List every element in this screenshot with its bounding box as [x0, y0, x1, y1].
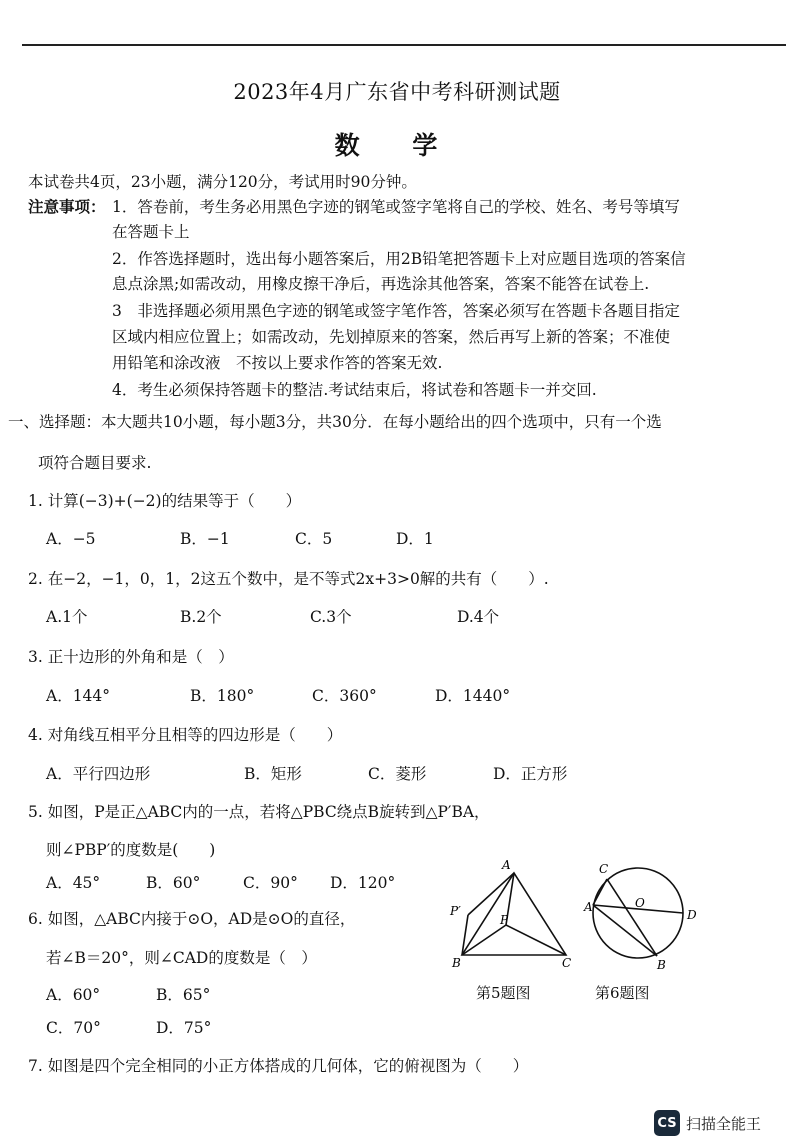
fig6-label-d: D	[687, 908, 697, 922]
q4-option-c: C．菱形	[368, 765, 427, 783]
note-4: 4．考生必须保持答题卡的整洁.考试结束后，将试卷和答题卡一并交回.	[112, 381, 597, 399]
note-1-line-1: 1．答卷前，考生务必用黑色字迹的钢笔或签字笔将自己的学校、姓名、考号等填写	[112, 198, 680, 216]
section-1-header: 一、选择题：本大题共10小题，每小题3分，共30分．在每小题给出的四个选项中，只有一个选	[8, 413, 662, 431]
note-1-line-2: 在答题卡上	[112, 223, 190, 241]
fig6-label-b: B	[657, 958, 666, 972]
q6-stem-1: 6. 如图，△ABC内接于⊙O，AD是⊙O的直径，	[28, 910, 356, 928]
fig6-label-a: A	[584, 900, 593, 914]
fig5-label-a: A	[502, 858, 511, 872]
fig6-chord-ab	[593, 905, 657, 956]
q3-option-c: C．360°	[312, 687, 377, 705]
figure-6	[585, 855, 715, 980]
fig6-label-o: O	[635, 896, 645, 910]
note-2-line-1: 2．作答选择题时，选出每小题答案后，用2B铅笔把答题卡上对应题目选项的答案信	[112, 250, 686, 268]
scanner-watermark-text: 扫描全能王	[686, 1114, 762, 1133]
section-1-header-cont: 项符合题目要求.	[38, 454, 152, 472]
notes-label: 注意事项：	[28, 197, 106, 216]
exam-title: 2023年4月广东省中考科研测试题	[233, 80, 561, 104]
q4-option-a: A．平行四边形	[46, 765, 151, 783]
q6-option-b: B．65°	[156, 986, 211, 1004]
q1-option-d: D．1	[396, 530, 434, 548]
figure-5	[440, 855, 590, 980]
fig5-label-c: C	[562, 956, 572, 970]
scanner-watermark	[654, 1110, 761, 1136]
q3-stem: 3. 正十边形的外角和是（ ）	[28, 648, 234, 666]
q5-option-a: A．45°	[46, 874, 101, 892]
q6-stem-2: 若∠B＝20°，则∠CAD的度数是（ ）	[46, 949, 317, 967]
fig6-chord-cb	[607, 879, 657, 956]
q5-stem-2: 则∠PBP′的度数是( )	[46, 841, 216, 859]
q2-option-b: B.2个	[180, 608, 222, 626]
q5-option-c: C．90°	[243, 874, 298, 892]
q6-option-a: A．60°	[46, 986, 101, 1004]
note-3-line-1: 3 非选择题必须用黑色字迹的钢笔或签字笔作答，答案必须写在答题卡各题目指定	[112, 302, 680, 320]
q2-stem: 2. 在−2，−1，0，1，2这五个数中，是不等式2x+3>0解的共有（ ）.	[28, 570, 549, 588]
q4-stem: 4. 对角线互相平分且相等的四边形是（ ）	[28, 726, 343, 744]
q5-option-d: D．120°	[330, 874, 396, 892]
note-2-line-2: 息点涂黑;如需改动，用橡皮擦干净后，再选涂其他答案，答案不能答在试卷上.	[112, 275, 650, 293]
fig5-segment-bp	[462, 925, 506, 955]
q4-option-d: D．正方形	[493, 765, 568, 783]
fig6-label-c: C	[599, 862, 609, 876]
q2-option-d: D.4个	[457, 608, 500, 626]
q1-option-b: B．−1	[180, 530, 230, 548]
q6-option-d: D．75°	[156, 1019, 212, 1037]
q1-stem: 1. 计算(−3)+(−2)的结果等于（ ）	[28, 492, 302, 510]
top-rule	[22, 44, 786, 46]
figure-6-caption: 第6题图	[595, 984, 650, 1002]
fig6-chord-ac	[593, 879, 607, 905]
note-3-line-2: 区域内相应位置上；如需改动，先划掉原来的答案，然后再写上新的答案；不准使	[112, 328, 671, 346]
q3-option-b: B．180°	[190, 687, 255, 705]
exam-subject: 数 学	[334, 131, 460, 160]
q5-option-b: B．60°	[146, 874, 201, 892]
q1-option-a: A．−5	[46, 530, 96, 548]
fig5-label-b: B	[452, 956, 461, 970]
figure-5-caption: 第5题图	[476, 984, 531, 1002]
q2-option-c: C.3个	[310, 608, 352, 626]
q2-option-a: A.1个	[46, 608, 88, 626]
q3-option-d: D．1440°	[435, 687, 511, 705]
q6-option-c: C．70°	[46, 1019, 101, 1037]
q3-option-a: A．144°	[46, 687, 111, 705]
q4-option-b: B．矩形	[244, 765, 302, 783]
q5-stem-1: 5. 如图，P是正△ABC内的一点，若将△PBC绕点B旋转到△P′BA，	[28, 803, 490, 821]
q1-option-c: C．5	[295, 530, 333, 548]
fig5-triangle-abc	[462, 873, 566, 955]
scanner-logo-icon: CS	[654, 1110, 680, 1136]
intro-text: 本试卷共4页，23小题，满分120分，考试用时90分钟。	[28, 173, 417, 191]
fig5-label-p-prime: P′	[450, 904, 461, 918]
note-3-line-3: 用铅笔和涂改液 不按以上要求作答的答案无效.	[112, 354, 443, 372]
fig5-label-p: P	[500, 913, 509, 927]
q7-stem: 7. 如图是四个完全相同的小正方体搭成的几何体，它的俯视图为（ ）	[28, 1057, 529, 1075]
